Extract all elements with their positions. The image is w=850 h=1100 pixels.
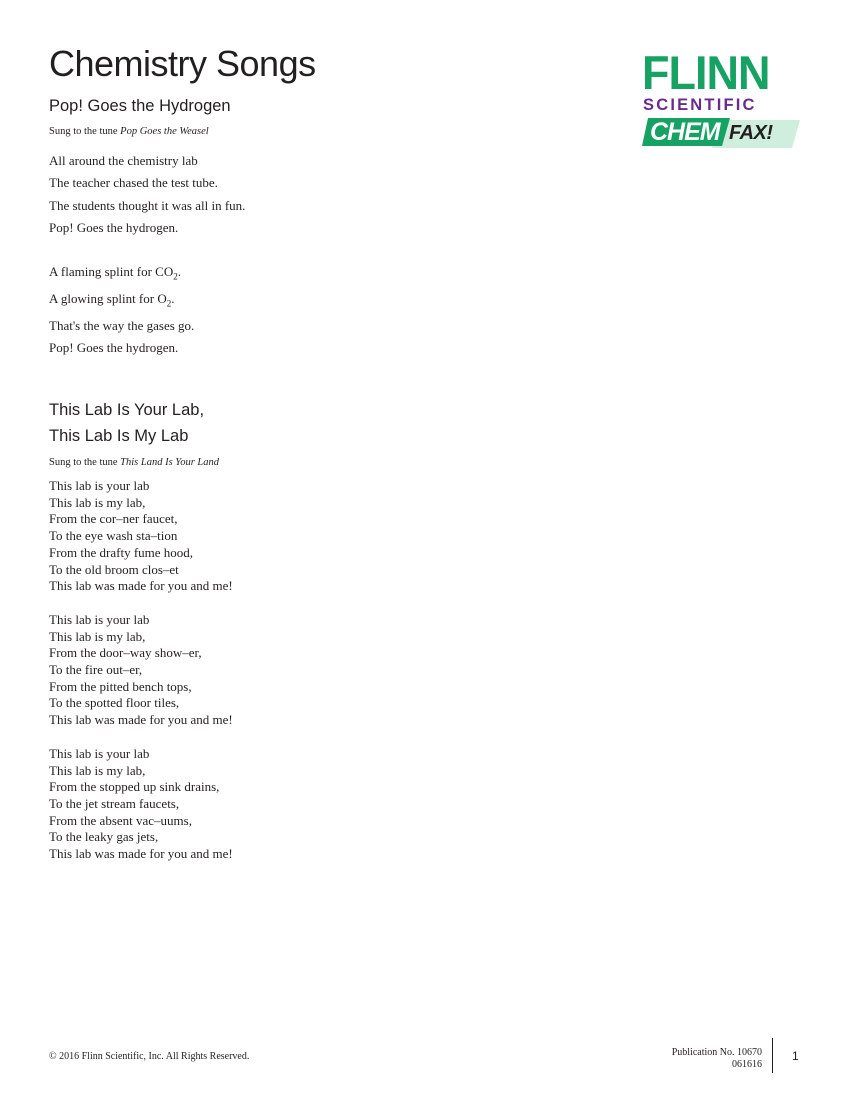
tune-prefix: Sung to the tune [49, 457, 121, 468]
song2-stanza-2 [49, 612, 449, 729]
song1-stanza-1 [49, 150, 449, 239]
song-this-lab-is-your-lab [49, 397, 449, 880]
lyric-line: From the absent vac–uums, [49, 812, 192, 828]
lyric-line: This lab is my lab, [49, 762, 146, 778]
lyric-line: To the fire out–er, [49, 662, 143, 678]
lyric-line: To the leaky gas jets, [49, 829, 159, 845]
lyric-text: A flaming splint for CO [49, 264, 174, 280]
logo-flinn-wordmark: FLINN [642, 45, 770, 100]
copyright-notice: © 2016 Flinn Scientific, Inc. All Rights Reserved. [49, 1051, 250, 1062]
publication-number: Publication No. 10670 [671, 1047, 762, 1058]
song1-lyrics [49, 150, 449, 360]
song1-stanza-2 [49, 261, 449, 359]
lyric-line: From the door–way show–er, [49, 645, 202, 661]
song-pop-goes-the-hydrogen [49, 96, 449, 382]
lyric-line [49, 261, 449, 288]
song2-stanza-1 [49, 478, 449, 595]
lyric-line: This lab was made for you and me! [49, 846, 233, 862]
song2-title [49, 397, 449, 449]
footer-divider [772, 1038, 773, 1073]
tune-prefix: Sung to the tune [49, 126, 121, 137]
lyric-line: To the spotted floor tiles, [49, 695, 180, 711]
song1-title: Pop! Goes the Hydrogen [49, 97, 231, 115]
lyric-line: This lab is your lab [49, 478, 150, 493]
lyric-line: To the old broom clos–et [49, 561, 179, 577]
publication-code: 061616 [732, 1059, 762, 1070]
logo-fax-text: FAX! [729, 122, 773, 144]
lyric-line: The students thought it was all in fun. [49, 197, 246, 213]
song2-title-line-1: This Lab Is Your Lab, [49, 401, 205, 419]
lyric-line: From the drafty fume hood, [49, 544, 194, 560]
lyric-punct: . [171, 291, 175, 307]
lyric-line: All around the chemistry lab [49, 153, 198, 168]
logo-scientific-wordmark: SCIENTIFIC [643, 96, 757, 114]
lyric-line: Pop! Goes the hydrogen. [49, 340, 179, 356]
publication-info [672, 1047, 762, 1071]
logo-chem-text: CHEM [650, 118, 720, 146]
song2-lyrics [49, 478, 449, 863]
lyric-line: This lab is my lab, [49, 494, 146, 510]
flinn-scientific-chemfax-logo [642, 45, 802, 150]
lyric-text: A glowing splint for O [49, 291, 167, 307]
subscript: 2 [173, 271, 178, 282]
lyric-line: Pop! Goes the hydrogen. [49, 219, 179, 235]
lyric-line: The teacher chased the test tube. [49, 175, 218, 191]
tune-name: This Land Is Your Land [120, 457, 219, 468]
lyric-line: To the eye wash sta–tion [49, 528, 178, 544]
tune-name: Pop Goes the Weasel [120, 126, 209, 137]
song2-title-line-2: This Lab Is My Lab [49, 427, 189, 445]
lyric-line: From the cor–ner faucet, [49, 511, 178, 527]
lyric-punct: . [177, 264, 181, 280]
lyric-line: This lab is your lab [49, 611, 150, 627]
lyric-line: This lab is my lab, [49, 628, 146, 644]
lyric-line [49, 288, 449, 315]
page-title: Chemistry Songs [49, 43, 316, 84]
lyric-line: That's the way the gases go. [49, 317, 195, 333]
logo-chemfax-banner [642, 116, 802, 150]
lyric-line: From the stopped up sink drains, [49, 779, 220, 795]
lyric-line: This lab was made for you and me! [49, 578, 233, 594]
song1-tune-note [49, 126, 449, 137]
subscript: 2 [166, 298, 172, 309]
lyric-line: This lab was made for you and me! [49, 712, 233, 728]
lyric-line: From the pitted bench tops, [49, 678, 192, 694]
lyric-line: To the jet stream faucets, [49, 795, 180, 811]
page-number: 1 [792, 1049, 799, 1063]
song2-stanza-3 [49, 746, 449, 863]
song2-tune-note [49, 457, 449, 468]
lyric-line: This lab is your lab [49, 745, 150, 761]
